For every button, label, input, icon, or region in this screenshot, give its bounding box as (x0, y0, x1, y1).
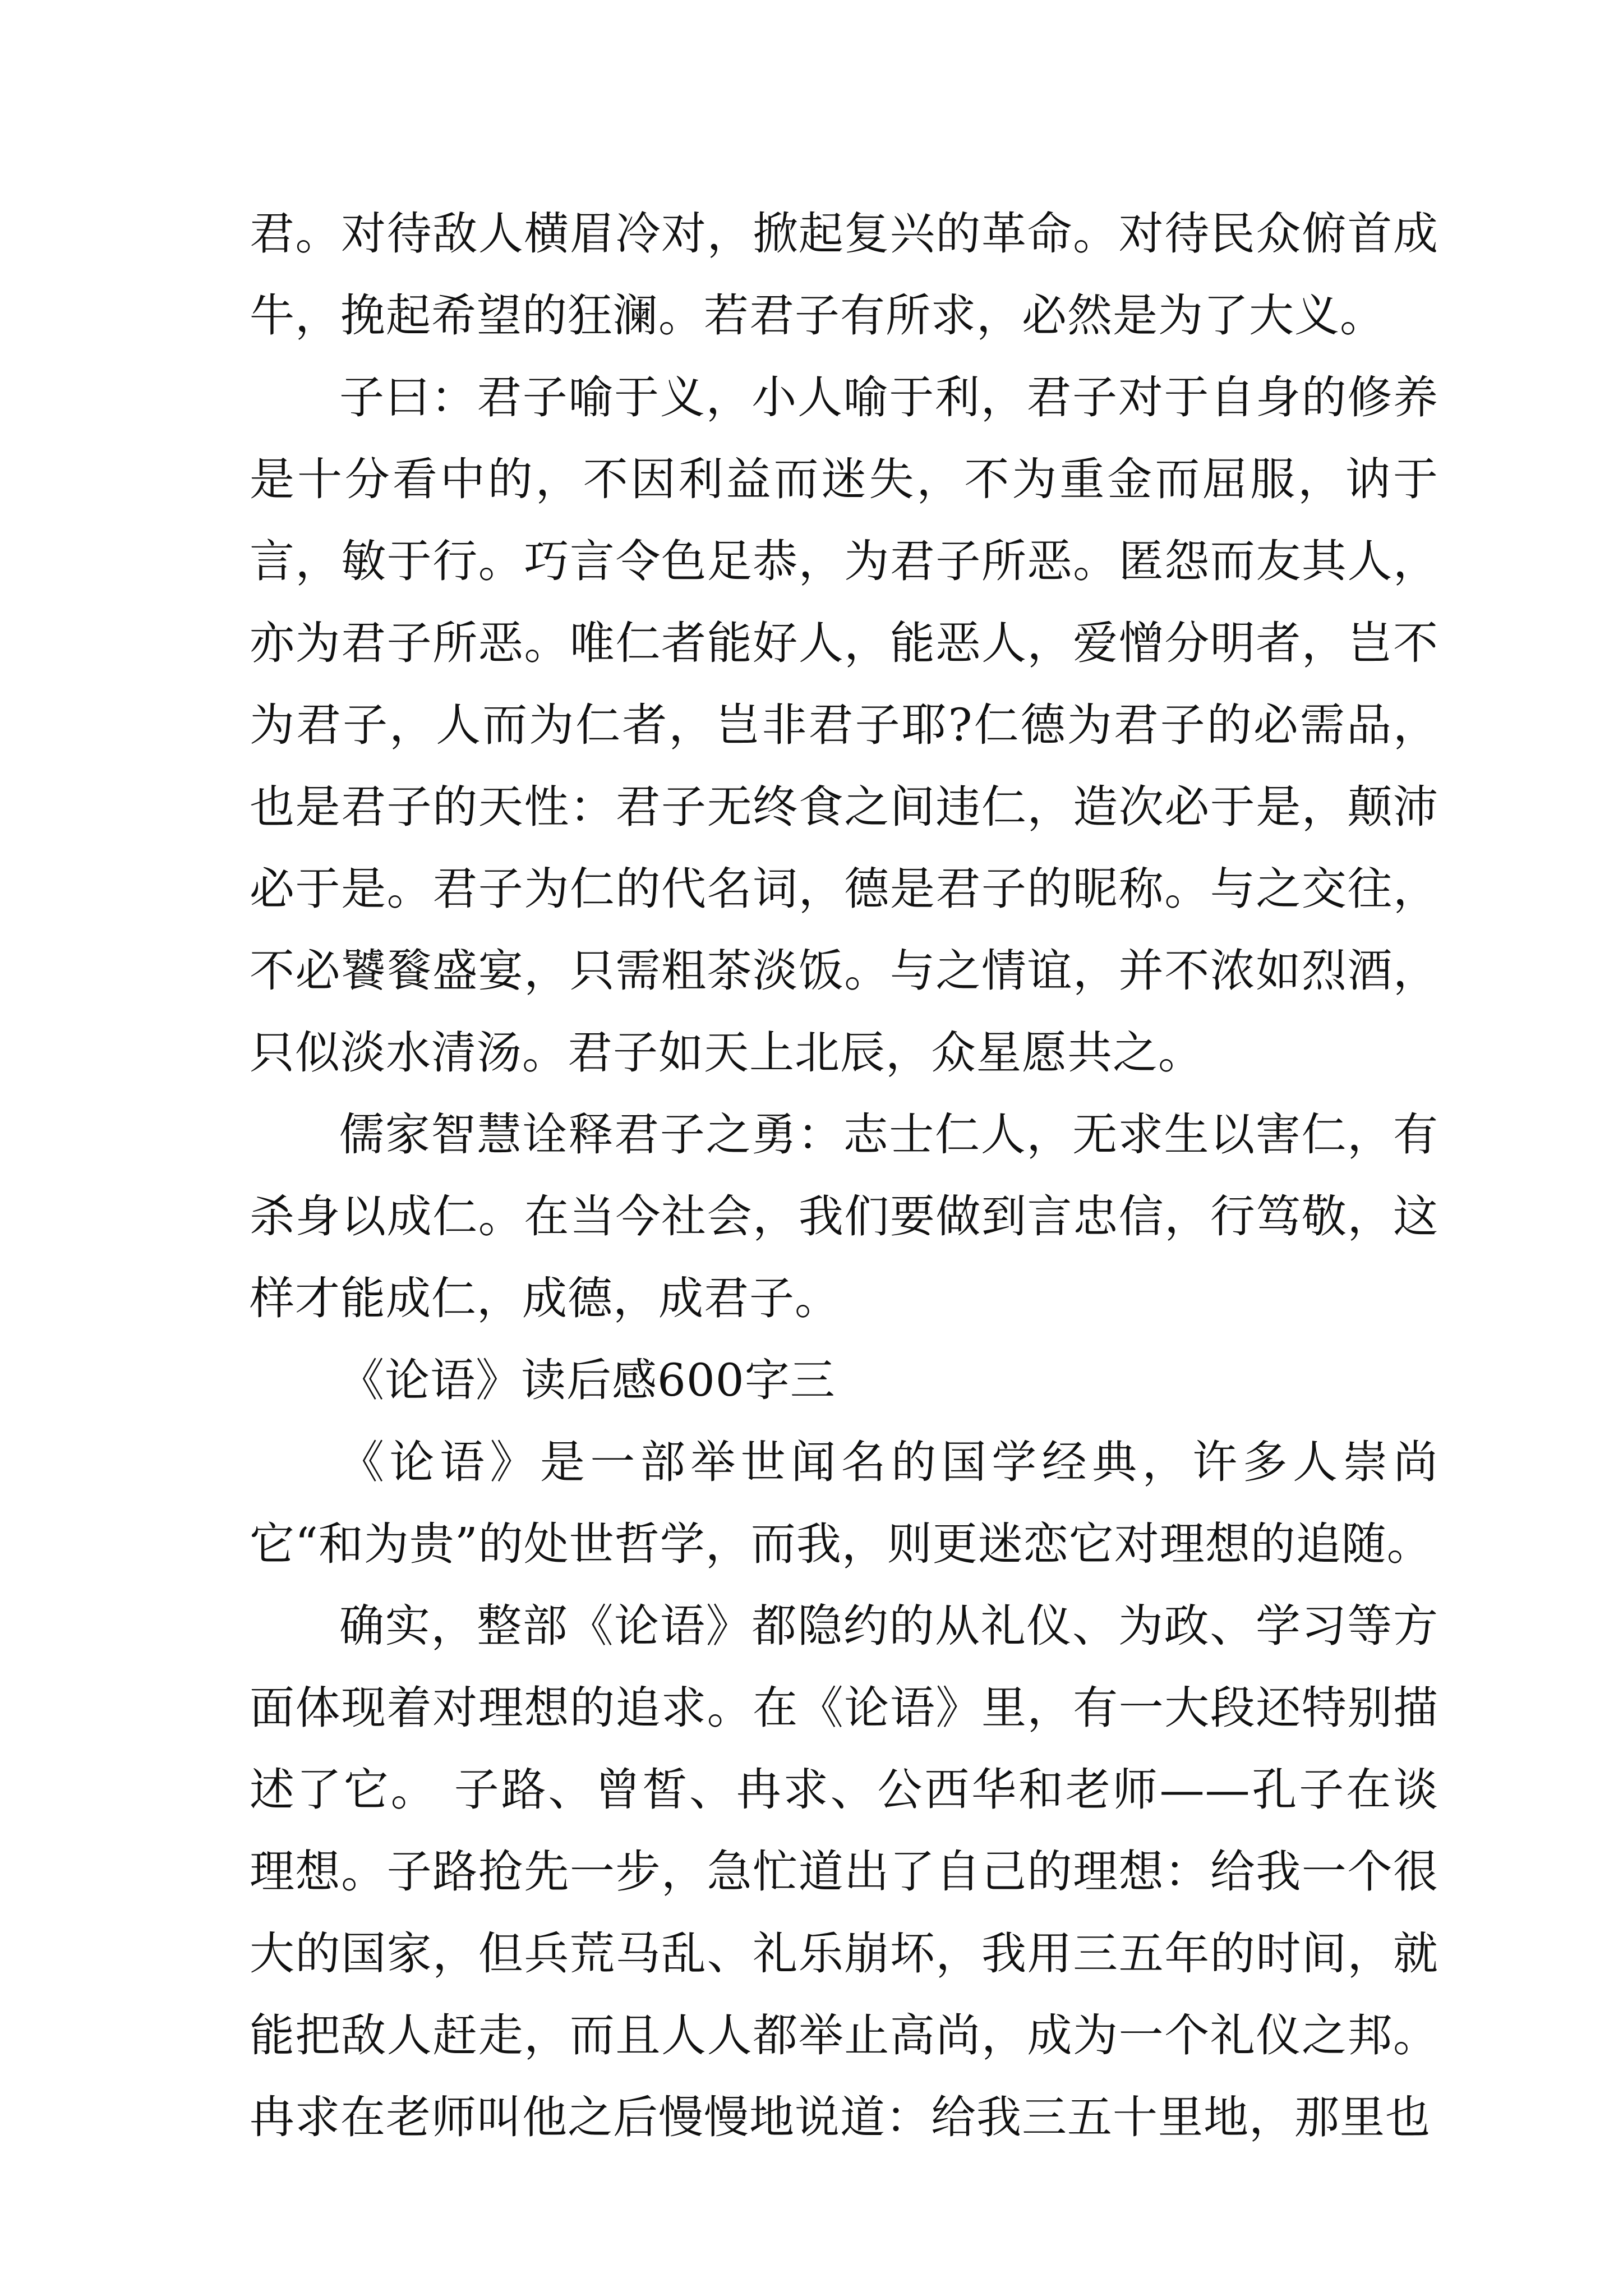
paragraph-continuation: 君。对待敌人横眉冷对，掀起复兴的革命。对待民众俯首成牛，挽起希望的狂澜。若君子有所求，必然是为了大义。 (250, 208, 1438, 342)
paragraph-ideals: 确实，整部《论语》都隐约的从礼仪、为政、学习等方面体现着对理想的追求。在《论语》里，有一大段还特别描述了它。 子路、曾皙、冉求、公西华和老师——孔子在谈理想。子路抢先一步，急忙道出了自己的理想：给我一个很大的国家，但兵荒马乱、礼乐崩坏，我用三五年的时间，就能把敌人赶走，而且人人都举止高尚，成为一个礼仪之邦。冉求在老师叫他之后慢慢地说道：给我三五十里地，那里也 (250, 1600, 1438, 2143)
paragraph-lunyu-intro: 《论语》是一部举世闻名的国学经典，许多人崇尚它“和为贵”的处世哲学，而我，则更迷恋它对理想的追随。 (250, 1436, 1438, 1570)
section-heading: 《论语》读后感600字三 (339, 1354, 836, 1406)
document-body (250, 193, 1438, 2159)
paragraph-junzi-yu-yi: 子曰：君子喻于义，小人喻于利，君子对于自身的修养是十分看中的，不因利益而迷失，不为重金而屈服，讷于言，敏于行。巧言令色足恭，为君子所恶。匿怨而友其人，亦为君子所恶。唯仁者能好人，能恶人，爱憎分明者，岂不为君子，人而为仁者，岂非君子耶?仁德为君子的必需品，也是君子的天性：君子无终食之间违仁，造次必于是，颠沛必于是。君子为仁的代名词，德是君子的昵称。与之交往，不必饕餮盛宴，只需粗茶淡饭。与之情谊，并不浓如烈酒，只似淡水清汤。君子如天上北辰，众星愿共之。 (250, 371, 1438, 1079)
paragraph-junzi-zhi-yong: 儒家智慧诠释君子之勇：志士仁人，无求生以害仁，有杀身以成仁。在当今社会，我们要做到言忠信，行笃敬，这样才能成仁，成德，成君子。 (250, 1108, 1438, 1324)
